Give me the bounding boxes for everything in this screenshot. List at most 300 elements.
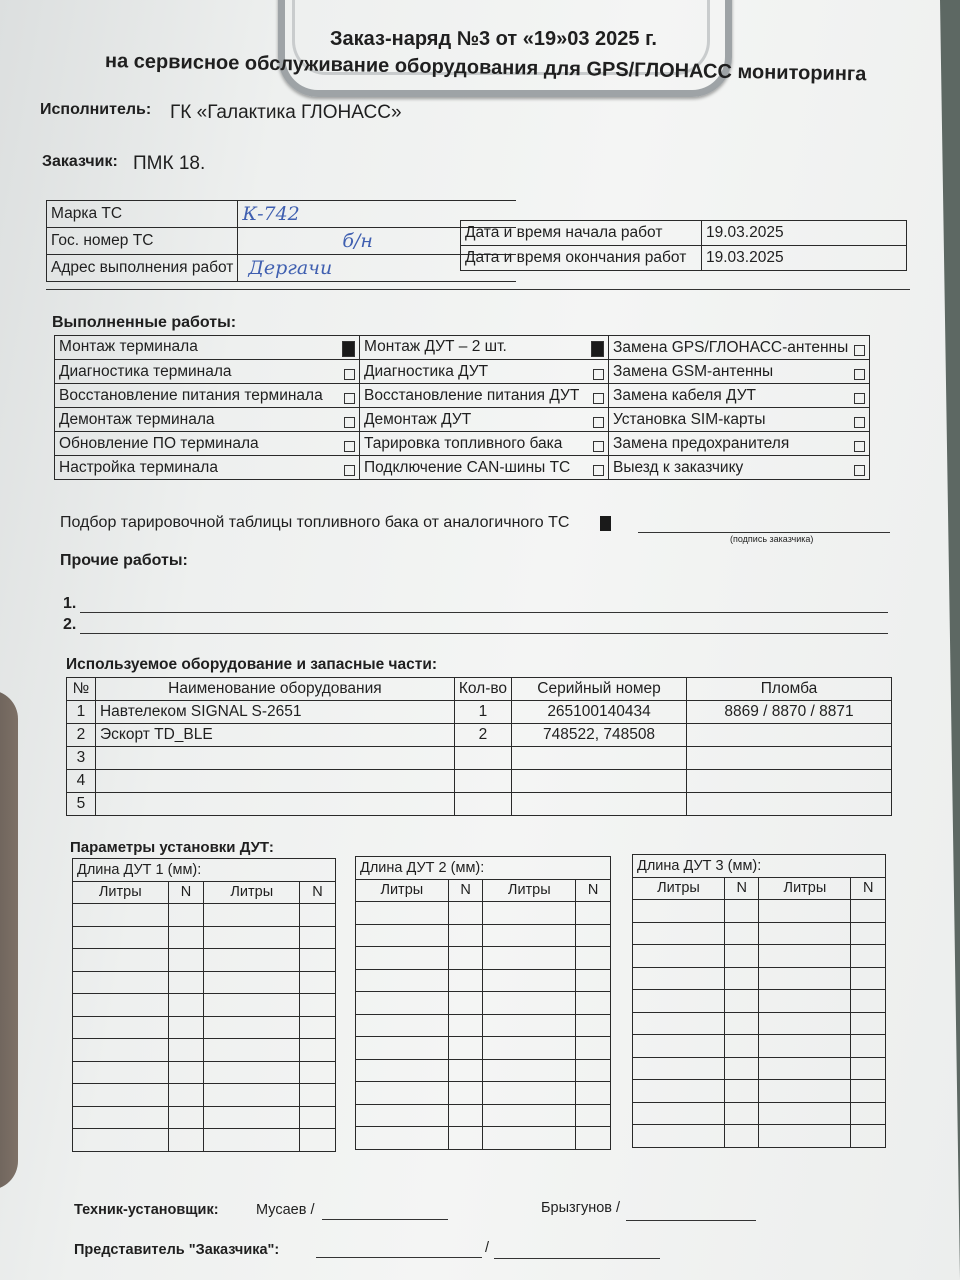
work-item-label: Замена предохранителя [613,434,790,452]
work-item [609,432,870,456]
dut-cell[interactable] [633,967,725,990]
dut-cell[interactable] [356,924,449,947]
dut-cell[interactable] [356,992,449,1015]
work-item-label: Диагностика терминала [59,362,232,380]
dut-cell[interactable] [759,990,851,1013]
dut-cell[interactable] [851,990,886,1013]
dut-cell[interactable] [483,1059,576,1082]
dut-cell[interactable] [204,1039,300,1062]
dut-cell[interactable] [576,1037,611,1060]
rep-label: Представитель "Заказчика": [74,1242,280,1258]
dut-row [73,949,336,972]
dut-row [633,1035,886,1058]
dut-cell[interactable] [300,1106,336,1129]
dut-row [356,1014,611,1037]
dut-cell[interactable] [356,969,449,992]
dut-cell[interactable] [204,904,300,927]
other-line-2 [80,633,888,634]
dut-cell[interactable] [724,1035,759,1058]
dut-cell[interactable] [724,967,759,990]
dut-cell[interactable] [168,949,204,972]
address-value: Дергачи [238,255,517,282]
dut-row [356,924,611,947]
equipment-cell [95,747,454,770]
dut-cell[interactable] [759,1012,851,1035]
dut-col-header: Литры [73,881,169,904]
dates-table [460,220,907,271]
dut-cell[interactable] [73,1084,169,1107]
work-item-checkbox[interactable] [854,393,865,404]
work-item-label: Монтаж ДУТ – 2 шт. [364,338,507,355]
equipment-cell [687,724,892,747]
work-item-label: Замена GSM-антенны [613,362,774,380]
work-item-label: Демонтаж терминала [59,410,215,428]
work-item-checkbox[interactable] [344,417,355,428]
dut-row [633,900,886,923]
equipment-cell: 8869 / 8870 / 8871 [687,701,892,724]
work-item-checkbox[interactable] [344,393,355,404]
dut-row [73,994,336,1017]
rep-name-line [494,1258,660,1259]
dut-cell[interactable] [204,1016,300,1039]
dut-cell[interactable] [483,1104,576,1127]
dut-cell[interactable] [633,1102,725,1125]
dut-cell[interactable] [576,969,611,992]
work-item-checkbox[interactable] [854,417,865,428]
dut-cell[interactable] [633,1012,725,1035]
work-item [360,384,609,408]
dut-row [356,992,611,1015]
calibration-label: Подбор тарировочной таблицы топливного бака от аналогичного ТС [60,514,570,531]
dut-cell[interactable] [759,1125,851,1148]
work-item-checkbox[interactable] [344,441,355,452]
equipment-title: Используемое оборудование и запасные части: [66,656,438,673]
works-row [55,408,870,432]
equipment-cell: 748522, 748508 [512,724,687,747]
dut-cell[interactable] [204,949,300,972]
tech2-signature-line [626,1220,756,1221]
dut-cell[interactable] [724,900,759,923]
dut-cell[interactable] [759,900,851,923]
dut-cell[interactable] [448,1104,483,1127]
dut-row [356,902,611,925]
dut-row [356,1127,611,1150]
equipment-cell: 265100140434 [512,701,687,724]
works-row [55,456,870,480]
dut-cell[interactable] [356,1127,449,1150]
dut-cell[interactable] [300,971,336,994]
work-item-label: Восстановление питания терминала [59,386,323,404]
dut-cell[interactable] [759,945,851,968]
dut-cell[interactable] [483,1037,576,1060]
work-item-checkbox[interactable] [593,417,604,428]
tech1-name: Мусаев / [256,1202,315,1218]
dut-cell[interactable] [724,1080,759,1103]
signature-caption: (подпись заказчика) [730,534,814,544]
dut-cell[interactable] [448,1127,483,1150]
dut-cell[interactable] [204,926,300,949]
work-item-label: Подключение CAN-шины ТС [364,458,571,476]
dut-cell[interactable] [448,1014,483,1037]
dut-cell[interactable] [448,1082,483,1105]
works-table [54,335,870,480]
dut-cell[interactable] [724,1102,759,1125]
equipment-row [67,724,892,747]
finger-shadow [0,690,18,1190]
calibration-checkbox[interactable] [600,516,611,531]
rep-signature-line [316,1257,482,1258]
equipment-cell: 2 [454,724,511,747]
dut-cell[interactable] [300,1084,336,1107]
work-item-checkbox[interactable] [591,341,604,357]
dut-col-header: Литры [483,879,576,902]
dut-length-label: Длина ДУТ 2 (мм): [356,857,611,880]
dut-cell[interactable] [759,1080,851,1103]
brand-label: Марка ТС [47,201,238,228]
work-item-label: Установка SIM-карты [613,410,766,428]
dut-cell[interactable] [73,994,169,1017]
equipment-row [67,747,892,770]
dut-cell[interactable] [724,990,759,1013]
dut-cell[interactable] [633,1035,725,1058]
dut-cell[interactable] [356,1014,449,1037]
work-item-checkbox[interactable] [854,345,865,356]
dut-cell[interactable] [576,1014,611,1037]
work-item-label: Настройка терминала [59,458,218,476]
vehicle-bottom-line [46,289,910,290]
dut-cell[interactable] [448,947,483,970]
dut-cell[interactable] [300,1129,336,1152]
dut-cell[interactable] [483,902,576,925]
customer-signature-line [638,532,890,533]
dut-cell[interactable] [483,969,576,992]
work-item [55,336,360,360]
dut-row [633,1102,886,1125]
equipment-cell: 3 [67,747,96,770]
dut-cell[interactable] [633,1057,725,1080]
dut-col-header: Литры [759,877,851,900]
dut-cell[interactable] [168,926,204,949]
dut-cell[interactable] [851,1057,886,1080]
dut-col-header: Литры [633,877,725,900]
equipment-cell [687,747,892,770]
dut-row [356,1037,611,1060]
dut-cell[interactable] [300,1016,336,1039]
eq-header-seal: Пломба [687,678,892,701]
work-item [609,336,870,360]
eq-header-name: Наименование оборудования [95,678,454,701]
dut-cell[interactable] [204,1061,300,1084]
work-item-label: Монтаж терминала [59,338,198,355]
equipment-cell [512,747,687,770]
dut-cell[interactable] [633,922,725,945]
dut-row [356,1059,611,1082]
dut-cell[interactable] [168,1084,204,1107]
work-item [609,456,870,480]
document-title: Заказ-наряд №3 от «19»03 2025 г. [330,28,657,50]
dut-row [73,1016,336,1039]
dut-cell[interactable] [759,1057,851,1080]
start-value: 19.03.2025 [702,221,907,246]
work-item [55,384,360,408]
dut-cell[interactable] [724,1057,759,1080]
start-label: Дата и время начала работ [461,221,702,246]
equipment-cell: 1 [67,701,96,724]
brand-value: К-742 [238,201,517,228]
dut-cell[interactable] [483,1127,576,1150]
work-item-checkbox[interactable] [593,465,604,476]
dut-cell[interactable] [356,902,449,925]
dut-cell[interactable] [724,1012,759,1035]
dut-cell[interactable] [168,1061,204,1084]
dut-cell[interactable] [300,926,336,949]
dut-cell[interactable] [73,1106,169,1129]
dut-row [73,926,336,949]
dut-cell[interactable] [73,926,169,949]
dut-cell[interactable] [576,992,611,1015]
dut-row [356,1082,611,1105]
tech2-name: Брызгунов / [541,1200,621,1216]
dut-cell[interactable] [356,1082,449,1105]
dut-cell[interactable] [633,900,725,923]
dut-cell[interactable] [633,1125,725,1148]
dut-cell[interactable] [300,994,336,1017]
dut-cell[interactable] [851,900,886,923]
equipment-cell: Навтелеком SIGNAL S-2651 [95,701,454,724]
dut-row [633,990,886,1013]
dut-cell[interactable] [168,1039,204,1062]
dut-cell[interactable] [448,992,483,1015]
work-item-checkbox[interactable] [854,369,865,380]
works-title: Выполненные работы: [52,314,237,331]
work-item-label: Демонтаж ДУТ [364,410,472,428]
work-item [360,360,609,384]
dut-cell[interactable] [576,1104,611,1127]
other-works-title: Прочие работы: [60,552,188,569]
dut-cell[interactable] [448,969,483,992]
work-item-label: Диагностика ДУТ [364,362,489,380]
dut-cell[interactable] [851,1102,886,1125]
work-item-label: Тарировка топливного бака [364,434,563,452]
work-item-label: Выезд к заказчику [613,458,744,476]
end-value: 19.03.2025 [702,246,907,271]
dut-row [356,947,611,970]
dut-cell[interactable] [448,902,483,925]
dut-cell[interactable] [576,947,611,970]
dut-cell[interactable] [576,1127,611,1150]
dut-table-1 [72,858,336,1152]
dut-cell[interactable] [576,902,611,925]
dut-cell[interactable] [633,945,725,968]
equipment-row [67,701,892,724]
dut-row [73,1106,336,1129]
dut-cell[interactable] [204,971,300,994]
work-item [360,432,609,456]
dut-title: Параметры установки ДУТ: [70,839,274,856]
work-item-checkbox[interactable] [593,369,604,380]
dut-cell[interactable] [724,945,759,968]
dut-cell[interactable] [300,1061,336,1084]
work-item [55,408,360,432]
dut-cell[interactable] [851,1035,886,1058]
equipment-cell [512,793,687,816]
work-item [609,360,870,384]
dut-cell[interactable] [356,1037,449,1060]
dut-cell[interactable] [448,924,483,947]
dut-cell[interactable] [168,971,204,994]
dut-cell[interactable] [448,1037,483,1060]
dut-cell[interactable] [168,1016,204,1039]
dut-row [633,1012,886,1035]
dut-cell[interactable] [300,949,336,972]
equipment-row [67,770,892,793]
dut-cell[interactable] [356,1059,449,1082]
work-item [360,456,609,480]
equipment-cell: 5 [67,793,96,816]
address-label: Адрес выполнения работ [47,255,238,282]
eq-header-serial: Серийный номер [512,678,687,701]
dut-cell[interactable] [168,994,204,1017]
other-item-2: 2. [63,616,77,633]
dut-row [356,1104,611,1127]
dut-cell[interactable] [633,1080,725,1103]
dut-cell[interactable] [73,949,169,972]
equipment-row [67,793,892,816]
equipment-cell: Эскорт TD_BLE [95,724,454,747]
dut-cell[interactable] [300,1039,336,1062]
work-item [609,408,870,432]
executor-label: Исполнитель: [40,101,152,118]
dut-row [633,922,886,945]
plate-label: Гос. номер ТС [47,228,238,255]
works-row [55,336,870,360]
dut-cell[interactable] [576,1059,611,1082]
dut-cell[interactable] [73,1016,169,1039]
dut-cell[interactable] [851,1125,886,1148]
work-item-checkbox[interactable] [342,341,355,357]
dut-cell[interactable] [356,1104,449,1127]
customer-value: ПМК 18. [133,153,206,174]
dut-cell[interactable] [483,992,576,1015]
equipment-table [66,677,892,816]
vehicle-table [46,200,516,282]
dut-row [356,969,611,992]
work-item [360,408,609,432]
dut-row [73,1061,336,1084]
dut-cell[interactable] [483,1014,576,1037]
equipment-cell [454,747,511,770]
dut-cell[interactable] [483,924,576,947]
dut-cell[interactable] [168,1106,204,1129]
dut-col-header: N [448,879,483,902]
dut-cell[interactable] [204,1106,300,1129]
work-item-checkbox[interactable] [854,465,865,476]
dut-cell[interactable] [759,1102,851,1125]
dut-row [73,1039,336,1062]
dut-cell[interactable] [851,1080,886,1103]
equipment-cell: 1 [454,701,511,724]
dut-row [633,1125,886,1148]
other-line-1 [80,612,888,613]
dut-cell[interactable] [73,1061,169,1084]
dut-cell[interactable] [483,947,576,970]
dut-row [633,967,886,990]
tech-label: Техник-установщик: [74,1202,219,1218]
work-item-checkbox[interactable] [344,369,355,380]
dut-table-2 [355,856,611,1150]
customer-label: Заказчик: [42,153,118,170]
equipment-header-row [67,678,892,701]
dut-cell[interactable] [204,994,300,1017]
dut-col-header: Литры [356,879,449,902]
work-item-label: Обновление ПО терминала [59,434,259,452]
dut-cell[interactable] [356,947,449,970]
dut-cell[interactable] [576,1082,611,1105]
dut-cell[interactable] [73,1039,169,1062]
document-subtitle: на сервисное обслуживание оборудования для GPS/ГЛОНАСС мониторинга [104,50,867,86]
equipment-cell [687,770,892,793]
dut-col-header: N [576,879,611,902]
rep-separator: / [485,1240,490,1256]
dut-cell[interactable] [851,922,886,945]
dut-cell[interactable] [73,904,169,927]
eq-header-qty: Кол-во [454,678,511,701]
dut-cell[interactable] [483,1082,576,1105]
dut-cell[interactable] [759,922,851,945]
dut-cell[interactable] [576,924,611,947]
executor-value: ГК «Галактика ГЛОНАСС» [170,102,402,123]
dut-cell[interactable] [851,967,886,990]
dut-cell[interactable] [724,922,759,945]
equipment-cell [687,793,892,816]
tech1-signature-line [322,1219,448,1220]
eq-header-num: № [67,678,96,701]
equipment-cell [454,770,511,793]
dut-cell[interactable] [73,1129,169,1152]
equipment-cell [95,793,454,816]
work-item-checkbox[interactable] [593,441,604,452]
work-item-checkbox[interactable] [593,393,604,404]
dut-cell[interactable] [204,1084,300,1107]
work-item [360,336,609,360]
equipment-cell [512,770,687,793]
dut-cell[interactable] [168,904,204,927]
dut-cell[interactable] [448,1059,483,1082]
work-item-checkbox[interactable] [854,441,865,452]
dut-col-header: N [724,877,759,900]
work-item-label: Восстановление питания ДУТ [364,386,580,404]
dut-col-header: N [168,881,204,904]
dut-row [633,1057,886,1080]
dut-cell[interactable] [851,1012,886,1035]
equipment-cell: 4 [67,770,96,793]
end-label: Дата и время окончания работ [461,246,702,271]
works-row [55,432,870,456]
dut-cell[interactable] [759,1035,851,1058]
equipment-cell [454,793,511,816]
dut-col-header: N [851,877,886,900]
dut-cell[interactable] [851,945,886,968]
dut-cell[interactable] [759,967,851,990]
dut-cell[interactable] [168,1129,204,1152]
dut-cell[interactable] [73,971,169,994]
work-item-checkbox[interactable] [344,465,355,476]
dut-cell[interactable] [300,904,336,927]
equipment-cell: 2 [67,724,96,747]
dut-cell[interactable] [633,990,725,1013]
dut-cell[interactable] [724,1125,759,1148]
dut-cell[interactable] [204,1129,300,1152]
